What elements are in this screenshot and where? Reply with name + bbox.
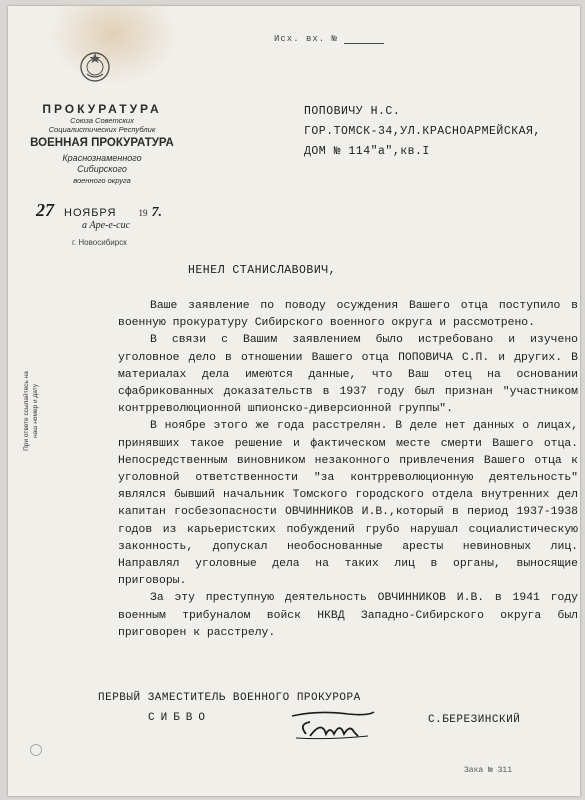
recipient-address	[304, 102, 541, 162]
signer-org: СИБВО	[148, 712, 212, 724]
paper-stain	[48, 6, 178, 86]
stamp-line6: Сибирского	[77, 164, 127, 174]
print-order-no: Зака № 311	[464, 766, 513, 775]
letter-paragraph: В ноябре этого же года расстрелян. В деле нет данных о лицах, принявших такое решение и фактическом месте смерти Вашего отца. Непосредственным виновником незаконного привлечения Вашего отца к уголовной ответственности "за контрреволюционную деятельность" являлся бывший начальник Томского городского отдела внутренних дел капитан госбезопасности ОВЧИННИКОВ И.В.,который в период 1937-1938 годов из карьеристских побуждений грубо нарушал социалистическую законность, допускал необоснованные аресты невиновных лиц. Направлял уголовные дела на таких лиц в органы, выносящие приговоры.	[118, 420, 578, 588]
stamp-line4: ВОЕННАЯ ПРОКУРАТУРА	[30, 137, 174, 149]
letter-paragraph: За эту преступную деятельность ОВЧИННИКОВ И.В. в 1941 году военным трибуналом войск НКВД Западно-Сибирского округа был приговорен к расстрелу.	[118, 592, 578, 639]
letter-paragraph: Ваше заявление по поводу осуждения Вашего отца поступило в военную прокуратуру Сибирского военного округа и рассмотрено.	[118, 300, 578, 330]
outgoing-label: Исх. вх. №	[274, 34, 339, 44]
stamp-month: НОЯБРЯ	[64, 207, 117, 219]
stamp-day: 27	[36, 200, 54, 220]
signer-name: С.БЕРЕЗИНСКИЙ	[428, 714, 521, 726]
stamp-date	[36, 200, 162, 221]
stamp-line3: Социалистических Республик	[48, 125, 156, 134]
letter-greeting: НЕНЕЛ СТАНИСЛАВОВИЧ,	[188, 264, 337, 277]
document-sheet	[8, 6, 580, 796]
stamp-line5: Краснознаменного	[62, 153, 142, 163]
side-note: При ответе ссылайтесь на наш номер и дату	[23, 371, 39, 451]
stamp-year-prefix: 19	[138, 208, 148, 218]
outgoing-number	[274, 34, 384, 44]
recipient-address-line2: ДОМ № 114"а",кв.I	[304, 145, 430, 158]
stamp-line2: Союза Советских	[70, 116, 134, 125]
state-emblem-icon	[78, 50, 112, 84]
recipient-name: ПОПОВИЧУ Н.С.	[304, 105, 401, 118]
stamp-city: г. Новосибирск	[72, 238, 127, 247]
letter-paragraph: В связи с Вашим заявлением было истребовано и изучено уголовное дело в отношении Вашего отца ПОПОВИЧА С.П. и других. В материалах дела имеются данные, что Ваш отец на основании сфабрикованных доказательств в 1937 году был признан "участником контрреволюционной шпионско-диверсионной группы".	[118, 334, 578, 416]
stamp-year: 7.	[151, 205, 162, 220]
outgoing-line	[344, 43, 384, 44]
stamp-line7: военного округа	[73, 176, 131, 185]
stamp-reg-no: а Аре-е-сис	[82, 220, 131, 231]
handwritten-signature	[288, 706, 378, 742]
stamp-line1: ПРОКУРАТУРА	[42, 102, 162, 116]
office-stamp	[22, 102, 182, 185]
letter-body	[118, 298, 578, 642]
signer-title: ПЕРВЫЙ ЗАМЕСТИТЕЛЬ ВОЕННОГО ПРОКУРОРА	[98, 692, 361, 704]
recipient-address-line1: ГОР.ТОМСК-34,УЛ.КРАСНОАРМЕЙСКАЯ,	[304, 125, 541, 138]
punch-hole	[30, 744, 42, 756]
